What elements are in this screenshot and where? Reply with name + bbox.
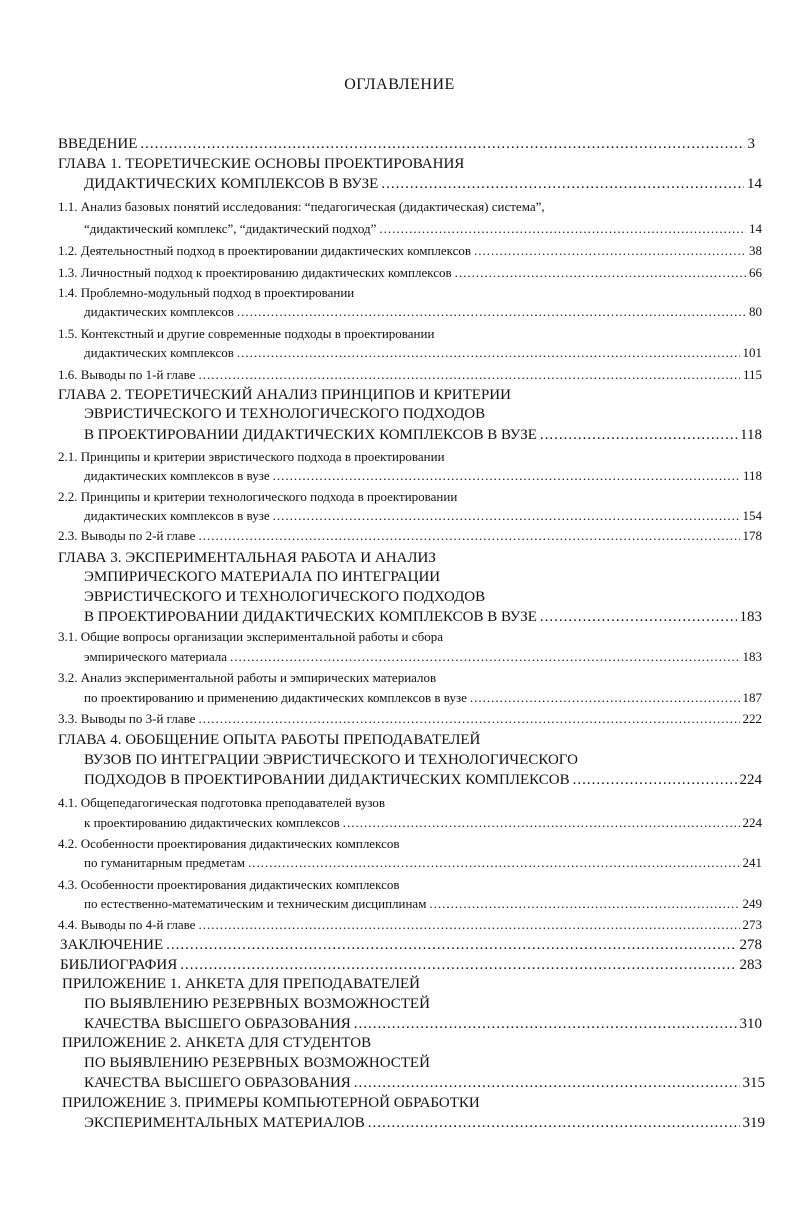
toc-entry-line (84, 750, 578, 770)
page-number: 278 (739, 937, 762, 953)
toc-entry (84, 647, 762, 667)
toc-entry-line (84, 567, 440, 587)
leader-dots (166, 935, 736, 955)
toc-entry (84, 813, 762, 833)
leader-dots (198, 709, 739, 729)
page-number: 224 (742, 815, 762, 830)
toc-entry (84, 853, 762, 873)
toc-entry-title: ГЛАВА 1. ТЕОРЕТИЧЕСКИЕ ОСНОВЫ ПРОЕКТИРОВАНИЯ (58, 156, 465, 172)
toc-entry-title: БИБЛИОГРАФИЯ (60, 957, 178, 973)
toc-entry-title: дидактических комплексов (84, 345, 234, 360)
toc-entry-line (58, 730, 480, 750)
leader-dots (180, 955, 736, 975)
toc-entry-title: 1.1. Анализ базовых понятий исследования: “педагогическая (дидактическая) система”, (58, 199, 545, 214)
leader-dots (540, 607, 737, 627)
toc-entry-title: 1.6. Выводы по 1-й главе (58, 367, 196, 382)
toc-entry-title: “дидактический комплекс”, “дидактический подход” (84, 221, 377, 236)
leader-dots (354, 1073, 740, 1093)
toc-entry-line (58, 197, 545, 217)
leader-dots (237, 343, 740, 363)
toc-entry-title: 4.3. Особенности проектирования дидактических комплексов (58, 877, 400, 892)
toc-entry-line (84, 994, 430, 1014)
toc-entry-title: ПО ВЫЯВЛЕНИЮ РЕЗЕРВНЫХ ВОЗМОЖНОСТЕЙ (84, 996, 430, 1012)
toc-entry-line (58, 385, 511, 405)
toc-entry-title: ПРИЛОЖЕНИЕ 3. ПРИМЕРЫ КОМПЬЮТЕРНОЙ ОБРАБОТКИ (62, 1095, 480, 1111)
toc-entry-title: КАЧЕСТВА ВЫСШЕГО ОБРАЗОВАНИЯ (84, 1016, 351, 1032)
toc-entry-line (58, 834, 399, 854)
toc-entry-line (58, 487, 457, 507)
leader-dots (540, 425, 737, 445)
page-number: 187 (742, 690, 762, 705)
page-number: 249 (742, 896, 762, 911)
toc-entry-title: 4.4. Выводы по 4-й главе (58, 917, 196, 932)
toc-entry-line (58, 875, 399, 895)
toc-entry (58, 134, 755, 154)
toc-entry-title: дидактических комплексов в вузе (84, 508, 270, 523)
toc-entry (60, 955, 762, 975)
toc-entry-title: 1.2. Деятельностный подход в проектировании дидактических комплексов (58, 243, 472, 258)
toc-entry-title: ЭВРИСТИЧЕСКОГО И ТЕХНОЛОГИЧЕСКОГО ПОДХОДОВ (84, 589, 486, 605)
leader-dots (237, 302, 746, 322)
toc-entry-title: ПРИЛОЖЕНИЕ 2. АНКЕТА ДЛЯ СТУДЕНТОВ (62, 1035, 372, 1051)
toc-entry (84, 466, 762, 486)
toc-entry-line (58, 793, 385, 813)
toc-entry-title: 1.4. Проблемно-модульный подход в проектировании (58, 285, 355, 300)
page-title: ОГЛАВЛЕНИЕ (344, 76, 455, 93)
toc-entry-title: дидактических комплексов в вузе (84, 468, 270, 483)
toc-entry (84, 174, 762, 194)
page-number: 222 (742, 711, 762, 726)
leader-dots (198, 915, 739, 935)
leader-dots (368, 1113, 740, 1133)
toc-entry-title: 3.3. Выводы по 3-й главе (58, 711, 196, 726)
page-number: 118 (742, 468, 762, 483)
page-number: 118 (740, 427, 762, 443)
toc-entry (84, 688, 762, 708)
toc-entry-title: ВУЗОВ ПО ИНТЕГРАЦИИ ЭВРИСТИЧЕСКОГО И ТЕХНОЛОГИЧЕСКОГО (84, 752, 578, 768)
toc-entry-line (58, 324, 434, 344)
toc-entry-title: к проектированию дидактических комплексов (84, 815, 340, 830)
toc-entry-title: ПОДХОДОВ В ПРОЕКТИРОВАНИИ ДИДАКТИЧЕСКИХ КОМПЛЕКСОВ (84, 772, 570, 788)
leader-dots (140, 134, 744, 154)
leader-dots (573, 770, 737, 790)
leader-dots (455, 263, 746, 283)
toc-entry (58, 365, 762, 385)
toc-entry-title: ЗАКЛЮЧЕНИЕ (60, 937, 164, 953)
leader-dots (198, 526, 739, 546)
page-number: 154 (742, 508, 762, 523)
toc-entry-title: 4.2. Особенности проектирования дидактических комплексов (58, 836, 400, 851)
page-number: 241 (742, 855, 762, 870)
toc-entry-line (58, 283, 354, 303)
toc-entry (58, 526, 762, 546)
page-number: 319 (742, 1115, 765, 1131)
page-number: 3 (747, 136, 755, 152)
page-number: 101 (742, 345, 762, 360)
leader-dots (248, 853, 740, 873)
page-number: 183 (739, 609, 762, 625)
toc-entry-title: ГЛАВА 2. ТЕОРЕТИЧЕСКИЙ АНАЛИЗ ПРИНЦИПОВ И КРИТЕРИИ (58, 387, 511, 403)
toc-entry-title: ПРИЛОЖЕНИЕ 1. АНКЕТА ДЛЯ ПРЕПОДАВАТЕЛЕЙ (62, 976, 421, 992)
page-number: 14 (749, 221, 762, 236)
toc-entry-title: 1.5. Контекстный и другие современные подходы в проектировании (58, 326, 435, 341)
toc-entry (84, 770, 762, 790)
toc-entry-title: 2.1. Принципы и критерии эвристического подхода в проектировании (58, 449, 445, 464)
toc-entry-title: В ПРОЕКТИРОВАНИИ ДИДАКТИЧЕСКИХ КОМПЛЕКСОВ В ВУЗЕ (84, 609, 537, 625)
page-number: 224 (739, 772, 762, 788)
toc-entry (84, 343, 762, 363)
page-number: 66 (749, 265, 762, 280)
toc-entry-title: ГЛАВА 3. ЭКСПЕРИМЕНТАЛЬНАЯ РАБОТА И АНАЛИЗ (58, 550, 436, 566)
leader-dots (474, 241, 746, 261)
leader-dots (379, 219, 746, 239)
toc-entry-title: 4.1. Общепедагогическая подготовка преподавателей вузов (58, 795, 386, 810)
toc-entry-title: ДИДАКТИЧЕСКИХ КОМПЛЕКСОВ В ВУЗЕ (84, 176, 379, 192)
leader-dots (230, 647, 740, 667)
toc-entry-title: ЭМПИРИЧЕСКОГО МАТЕРИАЛА ПО ИНТЕГРАЦИИ (84, 569, 441, 585)
leader-dots (470, 688, 740, 708)
toc-entry-title: по проектированию и применению дидактических комплексов в вузе (84, 690, 467, 705)
toc-entry-title: В ПРОЕКТИРОВАНИИ ДИДАКТИЧЕСКИХ КОМПЛЕКСОВ В ВУЗЕ (84, 427, 537, 443)
leader-dots (273, 466, 740, 486)
leader-dots (381, 174, 744, 194)
page-number: 273 (742, 917, 762, 932)
leader-dots (343, 813, 740, 833)
toc-entry (84, 219, 762, 239)
page-number: 315 (742, 1075, 765, 1091)
toc-entry-line (62, 1033, 371, 1053)
toc-entry-title: эмпирического материала (84, 649, 227, 664)
toc-entry-title: 3.1. Общие вопросы организации экспериментальной работы и сбора (58, 629, 444, 644)
toc-entry (58, 915, 762, 935)
page-number: 310 (739, 1016, 762, 1032)
toc-entry-line (58, 447, 445, 467)
leader-dots (354, 1014, 737, 1034)
toc-entry (84, 1073, 765, 1093)
toc-entry-title: 2.2. Принципы и критерии технологического подхода в проектировании (58, 489, 458, 504)
toc-entry-line (84, 1053, 430, 1073)
toc-entry-line (62, 1093, 480, 1113)
toc-entry (58, 263, 762, 283)
toc-entry (84, 1113, 765, 1133)
toc-entry-title: ВВЕДЕНИЕ (58, 136, 138, 152)
toc-entry-title: дидактических комплексов (84, 304, 234, 319)
toc-entry-line (58, 548, 436, 568)
toc-entry (84, 425, 762, 445)
toc-entry-line (84, 404, 485, 424)
leader-dots (429, 894, 739, 914)
toc-entry (84, 506, 762, 526)
toc-entry-line (58, 668, 436, 688)
page-number: 283 (739, 957, 762, 973)
page-number: 178 (742, 528, 762, 543)
toc-entry (84, 894, 762, 914)
toc-entry-title: 1.3. Личностный подход к проектированию дидактических комплексов (58, 265, 452, 280)
toc-entry (58, 241, 762, 261)
toc-entry-title: по гуманитарным предметам (84, 855, 245, 870)
toc-entry-line (58, 627, 443, 647)
toc-entry-title: КАЧЕСТВА ВЫСШЕГО ОБРАЗОВАНИЯ (84, 1075, 351, 1091)
leader-dots (198, 365, 740, 385)
toc-entry-line (58, 154, 464, 174)
toc-entry-line (84, 587, 485, 607)
toc-entry (60, 935, 762, 955)
page-number: 14 (747, 176, 762, 192)
page-number: 38 (749, 243, 762, 258)
toc-entry (84, 1014, 762, 1034)
toc-entry-title: ГЛАВА 4. ОБОБЩЕНИЕ ОПЫТА РАБОТЫ ПРЕПОДАВАТЕЛЕЙ (58, 732, 481, 748)
leader-dots (273, 506, 740, 526)
toc-entry-title: ПО ВЫЯВЛЕНИЮ РЕЗЕРВНЫХ ВОЗМОЖНОСТЕЙ (84, 1055, 430, 1071)
toc-entry-line (62, 974, 420, 994)
toc-entry-title: ЭВРИСТИЧЕСКОГО И ТЕХНОЛОГИЧЕСКОГО ПОДХОДОВ (84, 406, 486, 422)
toc-entry-title: ЭКСПЕРИМЕНТАЛЬНЫХ МАТЕРИАЛОВ (84, 1115, 365, 1131)
page-number: 115 (742, 367, 762, 382)
toc-entry-title: 2.3. Выводы по 2-й главе (58, 528, 196, 543)
toc-entry (84, 302, 762, 322)
toc-entry (84, 607, 762, 627)
toc-entry-title: по естественно-математическим и техническим дисциплинам (84, 896, 427, 911)
toc-entry-title: 3.2. Анализ экспериментальной работы и эмпирических материалов (58, 670, 437, 685)
page-number: 183 (742, 649, 762, 664)
page-number: 80 (749, 304, 762, 319)
toc-entry (58, 709, 762, 729)
